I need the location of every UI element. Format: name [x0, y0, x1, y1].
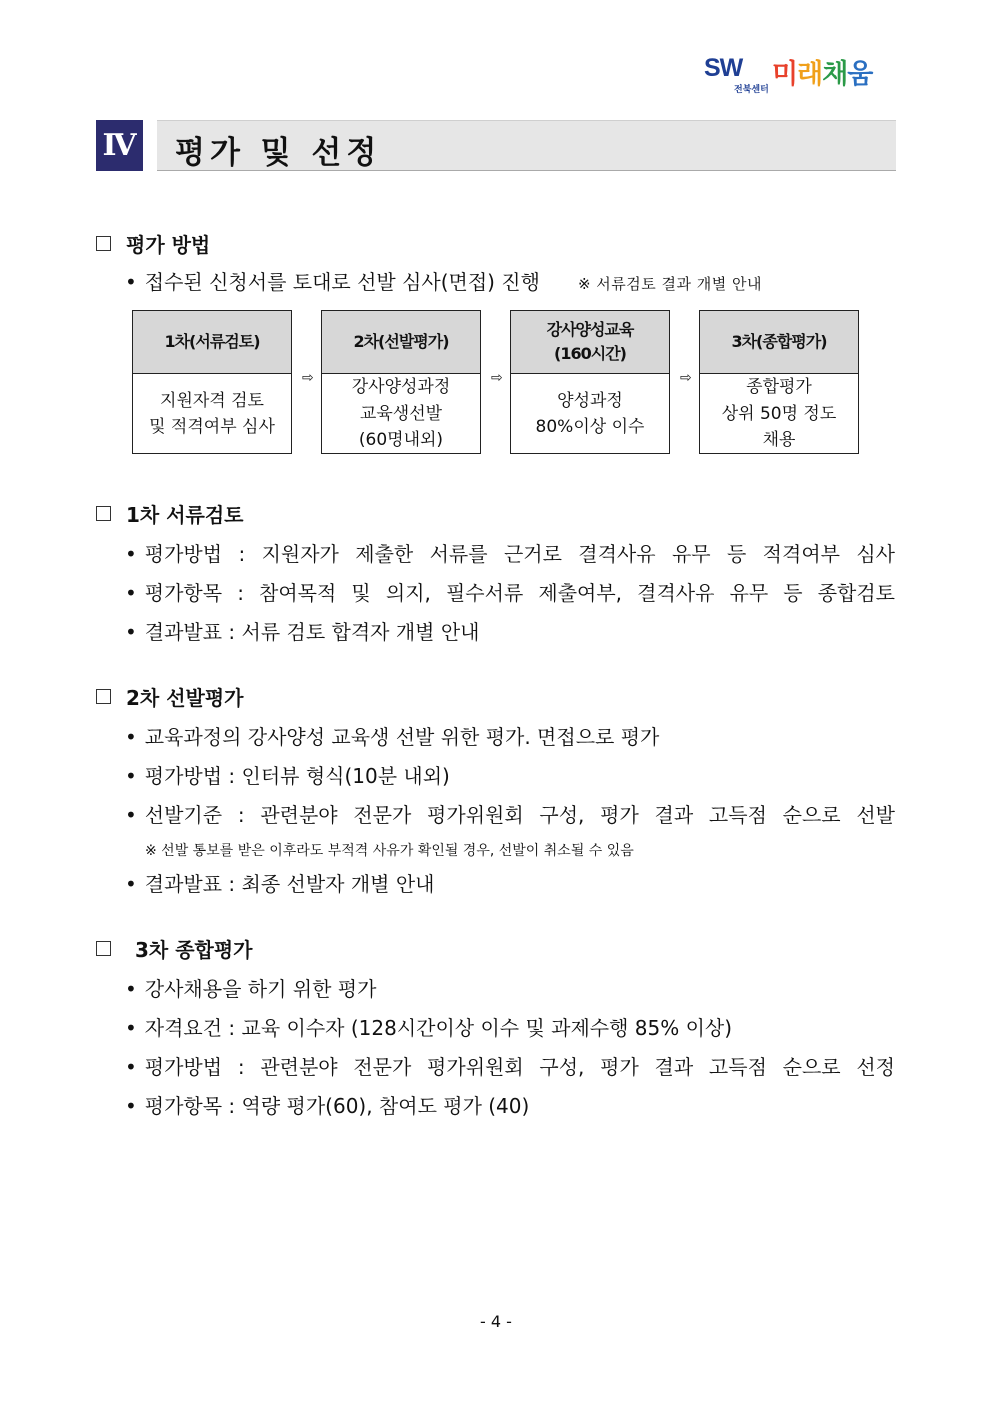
bullet-icon: •	[125, 977, 137, 1001]
bullet-icon: •	[125, 581, 137, 605]
bullet-icon: •	[125, 1055, 137, 1079]
logo-main-text: 미래채움	[772, 59, 873, 90]
chapter-number: Ⅳ	[96, 120, 143, 171]
logo-sw-text: SW	[704, 54, 743, 82]
section-note: ※ 선발 통보를 받은 이후라도 부적격 사유가 확인될 경우, 선발이 취소될 수 있음	[145, 843, 634, 859]
bullet-icon: •	[125, 803, 137, 827]
bullet-icon: •	[125, 270, 137, 294]
bullet-item: • 자격요건 : 교육 이수자 (128시간이상 이수 및 과제수행 85% 이상)	[125, 1016, 733, 1040]
page-number: - 4 -	[480, 1312, 512, 1331]
checkbox-icon	[96, 506, 111, 521]
bullet-item: • 접수된 신청서를 토대로 선발 심사(면접) 진행 ※ 서류검토 결과 개별 안내	[125, 270, 762, 294]
bullet-icon: •	[125, 764, 137, 788]
bullet-item: • 교육과정의 강사양성 교육생 선발 위한 평가. 면접으로 평가	[125, 725, 660, 749]
checkbox-icon	[96, 689, 111, 704]
bullet-item: • 결과발표 : 최종 선발자 개별 안내	[125, 872, 435, 896]
section-heading: 3차 종합평가	[96, 934, 252, 963]
bullet-item: • 선발기준 : 관련분야 전문가 평가위원회 구성, 평가 결과 고득점 순으로 선발	[125, 803, 895, 827]
section-heading: 1차 서류검토	[96, 499, 243, 528]
flow-box-stage-3: 3차(종합평가) 종합평가 상위 50명 정도 채용	[699, 310, 859, 454]
bullet-item: • 평가항목 : 역량 평가(60), 참여도 평가 (40)	[125, 1094, 530, 1118]
bullet-icon: •	[125, 1016, 137, 1040]
checkbox-icon	[96, 941, 111, 956]
bullet-item: • 평가항목 : 참여목적 및 의지, 필수서류 제출여부, 결격사유 유무 등 종합검토	[125, 581, 895, 605]
flow-box-stage-1: 1차(서류검토) 지원자격 검토 및 적격여부 심사	[132, 310, 292, 454]
bullet-icon: •	[125, 620, 137, 644]
bullet-icon: •	[125, 1094, 137, 1118]
section-heading: 평가 방법	[96, 229, 210, 258]
bullet-item: • 강사채용을 하기 위한 평가	[125, 977, 377, 1001]
bullet-icon: •	[125, 542, 137, 566]
bullet-item: • 평가방법 : 관련분야 전문가 평가위원회 구성, 평가 결과 고득점 순으로 선정	[125, 1055, 895, 1079]
flow-box-stage-2: 2차(선발평가) 강사양성과정 교육생선발 (60명내외)	[321, 310, 481, 454]
bullet-icon: •	[125, 725, 137, 749]
bullet-item: • 평가방법 : 인터뷰 형식(10분 내외)	[125, 764, 450, 788]
bullet-note: ※ 서류검토 결과 개별 안내	[577, 275, 762, 293]
arrow-icon: ⇨	[302, 370, 314, 386]
logo-sub-text: 전북센터	[734, 85, 769, 95]
flow-box-training: 강사양성교육 (160시간) 양성과정 80%이상 이수	[510, 310, 670, 454]
bullet-item: • 평가방법 : 지원자가 제출한 서류를 근거로 결격사유 유무 등 적격여부 심사	[125, 542, 895, 566]
chapter-title: 평가 및 선정	[175, 135, 382, 171]
arrow-icon: ⇨	[680, 370, 692, 386]
arrow-icon: ⇨	[491, 370, 503, 386]
bullet-item: • 결과발표 : 서류 검토 합격자 개별 안내	[125, 620, 480, 644]
chapter-bar	[157, 120, 896, 171]
section-heading: 2차 선발평가	[96, 682, 243, 711]
logo	[704, 54, 894, 94]
checkbox-icon	[96, 236, 111, 251]
bullet-icon: •	[125, 872, 137, 896]
